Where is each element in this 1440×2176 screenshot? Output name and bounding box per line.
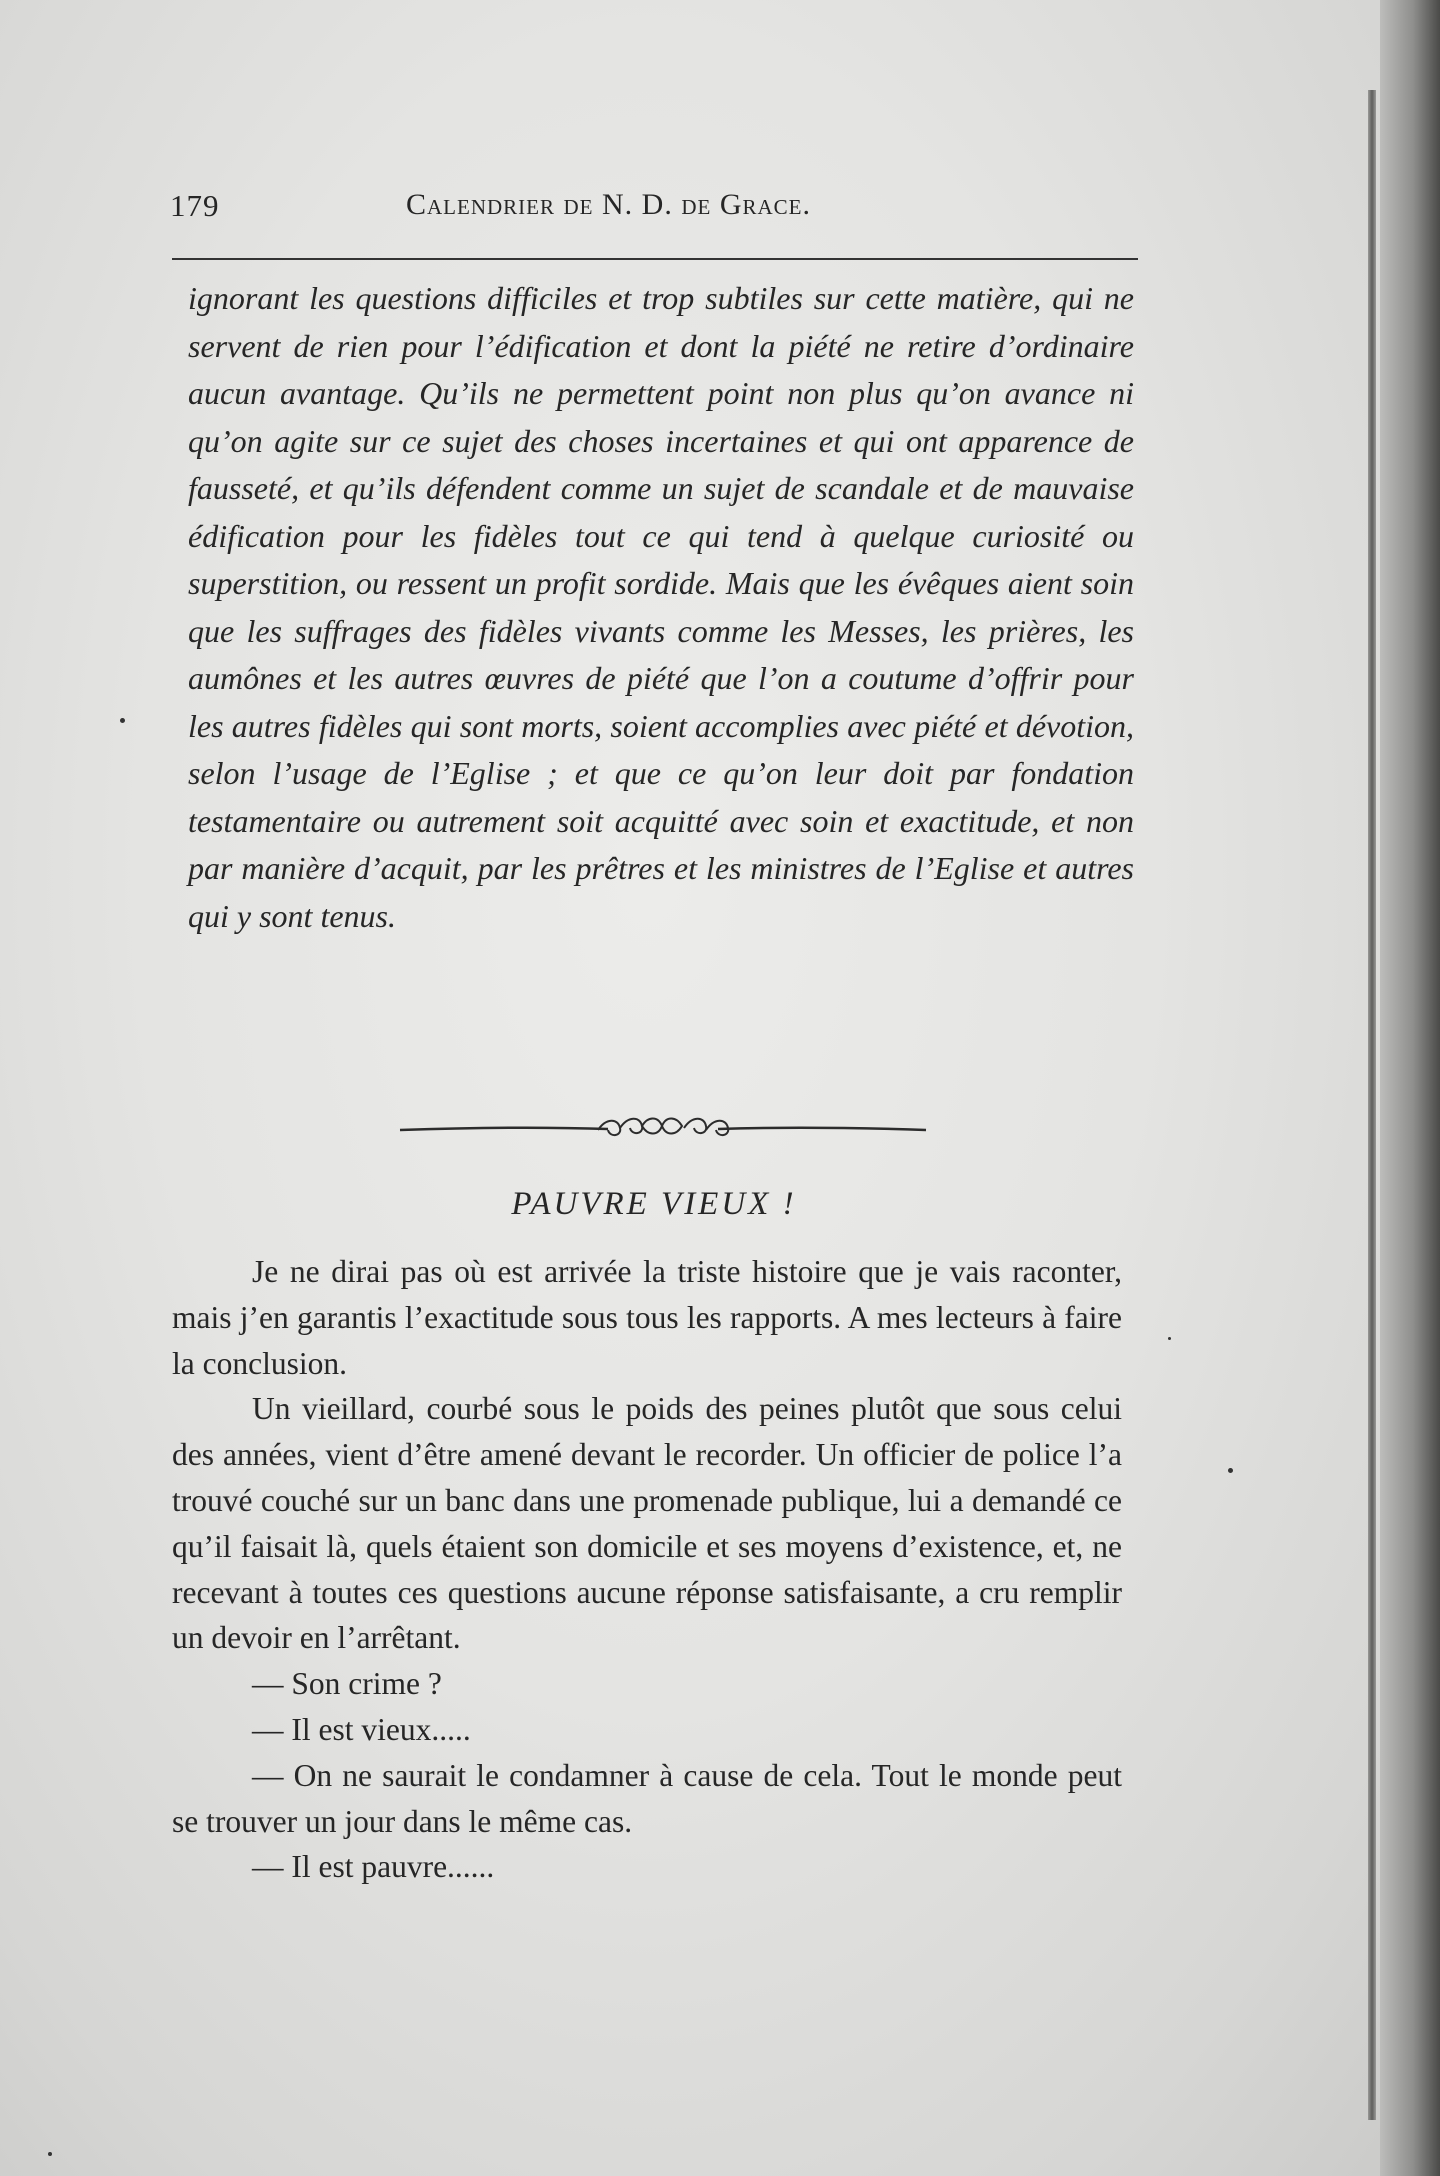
dialogue-line: — On ne saurait le condamner à cause de cela. Tout le monde peut se trouver un jour dans le même cas. — [172, 1757, 1122, 1839]
paragraph: Je ne dirai pas où est arrivée la triste histoire que je vais raconter, mais j’en garantis l’exactitude sous tous les rapports. A mes lecteurs à faire la conclusion. — [172, 1254, 1122, 1381]
running-title: Calendrier de N. D. de Grace. — [406, 188, 811, 221]
page-number: 179 — [170, 188, 220, 223]
scan-speck — [120, 718, 125, 723]
dialogue-line: — Il est vieux..... — [252, 1711, 471, 1747]
dialogue-line: — Il est pauvre...... — [252, 1849, 495, 1885]
running-head — [170, 182, 1138, 242]
story-body — [172, 1249, 1122, 1890]
section-title: PAUVRE VIEUX ! — [511, 1186, 797, 1222]
scan-speck — [1168, 1337, 1171, 1340]
scan-speck — [1228, 1468, 1233, 1473]
ornamental-divider — [398, 1108, 928, 1148]
header-rule — [172, 258, 1138, 260]
scan-speck — [48, 2152, 52, 2156]
paragraph: Un vieillard, courbé sous le poids des peines plutôt que sous celui des années, vient d’être amené devant le recorder. Un officier de police l’a trouvé couché sur un banc dans une promenade publique, lui a demandé ce qu’il faisait là, quels étaient son domicile et ses moyens d’existence, et, ne recevant à toutes ces questions aucune réponse satisfaisante, a cru remplir un devoir en l’arrêtant. — [172, 1391, 1122, 1656]
italic-paragraph: ignorant les questions difficiles et trop subtiles sur cette matière, qui ne servent de rien pour l’édification et dont la piété ne retire d’ordinaire aucun avantage. Qu’ils ne permettent point non plus qu’on avance ni qu’on agite sur ce sujet des choses incertaines et qui ont apparence de fausseté, et qu’ils défendent comme un sujet de scandale et de mauvaise édification pour les fidèles tout ce qui tend à quelque curiosité ou superstition, ou ressent un profit sordide. Mais que les évêques aient soin que les suffrages des fidèles vivants comme les Messes, les prières, les aumônes et les autres œuvres de piété que l’on a coutume d’offrir pour les autres fidèles qui sont morts, soient accomplies avec piété et dévotion, selon l’usage de l’Eglise ; et que ce qu’on leur doit par fondation testamentaire ou autrement soit acquitté avec soin et exactitude, et non par manière d’acquit, par les prêtres et les ministres de l’Eglise et autres qui y sont tenus. — [188, 280, 1134, 934]
dialogue-line: — Son crime ? — [252, 1666, 442, 1702]
